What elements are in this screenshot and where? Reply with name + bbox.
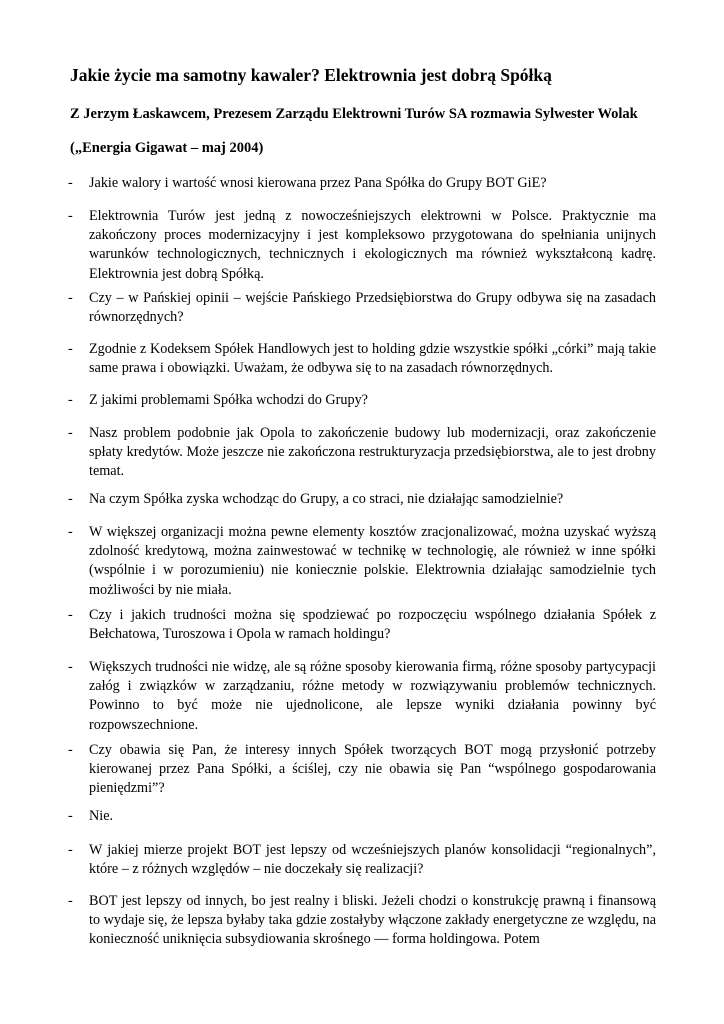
- question-text: Na czym Spółka zyska wchodząc do Grupy, a co straci, nie działając samodzielnie?: [89, 491, 564, 507]
- answer-text: Elektrownia Turów jest jedną z nowocześniejszych elektrowni w Polsce. Praktycznie ma zakończony proces modernizacyjny i jest kompleksowo przygotowana do spełniania unijnych warunków technologicznych, technicznych i ekologicznych ma również wykształconą kadrę. Elektrownia jest dobrą Spółką.: [89, 208, 656, 282]
- answer-6: [68, 807, 656, 826]
- list-dash: -: [68, 425, 73, 441]
- answer-7: [68, 892, 656, 950]
- question-text: Jakie walory i wartość wnosi kierowana przez Pana Spółka do Grupy BOT GiE?: [89, 175, 547, 191]
- list-dash: -: [68, 290, 73, 306]
- answer-text: W większej organizacji można pewne elementy kosztów zracjonalizować, można uzyskać wyższą zdolność kredytową, można zainwestować w technikę w technologię, ale również w inne spółki (wspólnie i w porozumieniu) nie koniecznie polskie. Elektrownia działając samodzielnie tych możliwości by nie miała.: [89, 524, 656, 598]
- question-text: Czy i jakich trudności można się spodziewać po rozpoczęciu wspólnego działania Spółek z Bełchatowa, Turoszowa i Opola w ramach holdingu?: [89, 607, 656, 643]
- list-dash: -: [68, 842, 73, 858]
- answer-text: Nie.: [89, 808, 114, 824]
- document-title: Jakie życie ma samotny kawaler? Elektrownia jest dobrą Spółką: [70, 65, 552, 85]
- question-text: Czy – w Pańskiej opinii – wejście Pańskiego Przedsiębiorstwa do Grupy odbywa się na zasadach równorzędnych?: [89, 290, 656, 326]
- question-text: W jakiej mierze projekt BOT jest lepszy od wcześniejszych planów konsolidacji “regionalnych”, które – z różnych względów – nie doczekały się realizacji?: [89, 842, 656, 878]
- question-text: Z jakimi problemami Spółka wchodzi do Grupy?: [89, 392, 368, 408]
- list-dash: -: [68, 524, 73, 540]
- question-1: [68, 174, 656, 193]
- answer-text: Nasz problem podobnie jak Opola to zakończenie budowy lub modernizacji, oraz zakończenie spłaty kredytów. Może jeszcze nie zakończona restrukturyzacja przedsiębiorstwa, ale to jest drobny temat.: [89, 425, 656, 480]
- question-5: [68, 606, 656, 644]
- list-dash: -: [68, 808, 73, 824]
- question-6: [68, 741, 656, 799]
- answer-1: [68, 207, 656, 284]
- list-dash: -: [68, 742, 73, 758]
- answer-5: [68, 658, 656, 735]
- answer-2: [68, 340, 656, 378]
- answer-text: BOT jest lepszy od innych, bo jest realny i bliski. Jeżeli chodzi o konstrukcję prawną i finansową to wydaje się, że lepsza byłaby taka gdzie zostałyby włączone zakłady energetyczne ze względu, na konieczność uniknięcia subsydiowania skrośnego — forma holdingowa. Potem: [89, 893, 656, 948]
- question-7: [68, 841, 656, 879]
- list-dash: -: [68, 175, 73, 191]
- question-text: Czy obawia się Pan, że interesy innych Spółek tworzących BOT mogą przysłonić potrzeby kierowanej przez Pana Spółki, a ściślej, czy nie obawia się Pan “wspólnego gospodarowania pieniędzmi”?: [89, 742, 656, 797]
- list-dash: -: [68, 491, 73, 507]
- document-source: („Energia Gigawat – maj 2004): [70, 140, 264, 156]
- answer-3: [68, 424, 656, 482]
- answer-text: Większych trudności nie widzę, ale są różne sposoby kierowania firmą, różne sposoby partycypacji załóg i związków w zarządzaniu, różne metody w rozwiązywaniu problemów technicznych. Powinno to być może nie ujednolicone, ale lepsze wyniki działania powinny być rozpowszechnione.: [89, 659, 656, 733]
- list-dash: -: [68, 893, 73, 909]
- list-dash: -: [68, 341, 73, 357]
- question-2: [68, 289, 656, 327]
- document-subtitle: Z Jerzym Łaskawcem, Prezesem Zarządu Elektrowni Turów SA rozmawia Sylwester Wolak: [70, 106, 638, 122]
- list-dash: -: [68, 659, 73, 675]
- list-dash: -: [68, 607, 73, 623]
- question-3: [68, 391, 656, 410]
- list-dash: -: [68, 208, 73, 224]
- answer-text: Zgodnie z Kodeksem Spółek Handlowych jest to holding gdzie wszystkie spółki „córki” mają takie same prawa i obowiązki. Uważam, że odbywa się to na zasadach równorzędnych.: [89, 341, 656, 377]
- answer-4: [68, 523, 656, 600]
- list-dash: -: [68, 392, 73, 408]
- question-4: [68, 490, 656, 509]
